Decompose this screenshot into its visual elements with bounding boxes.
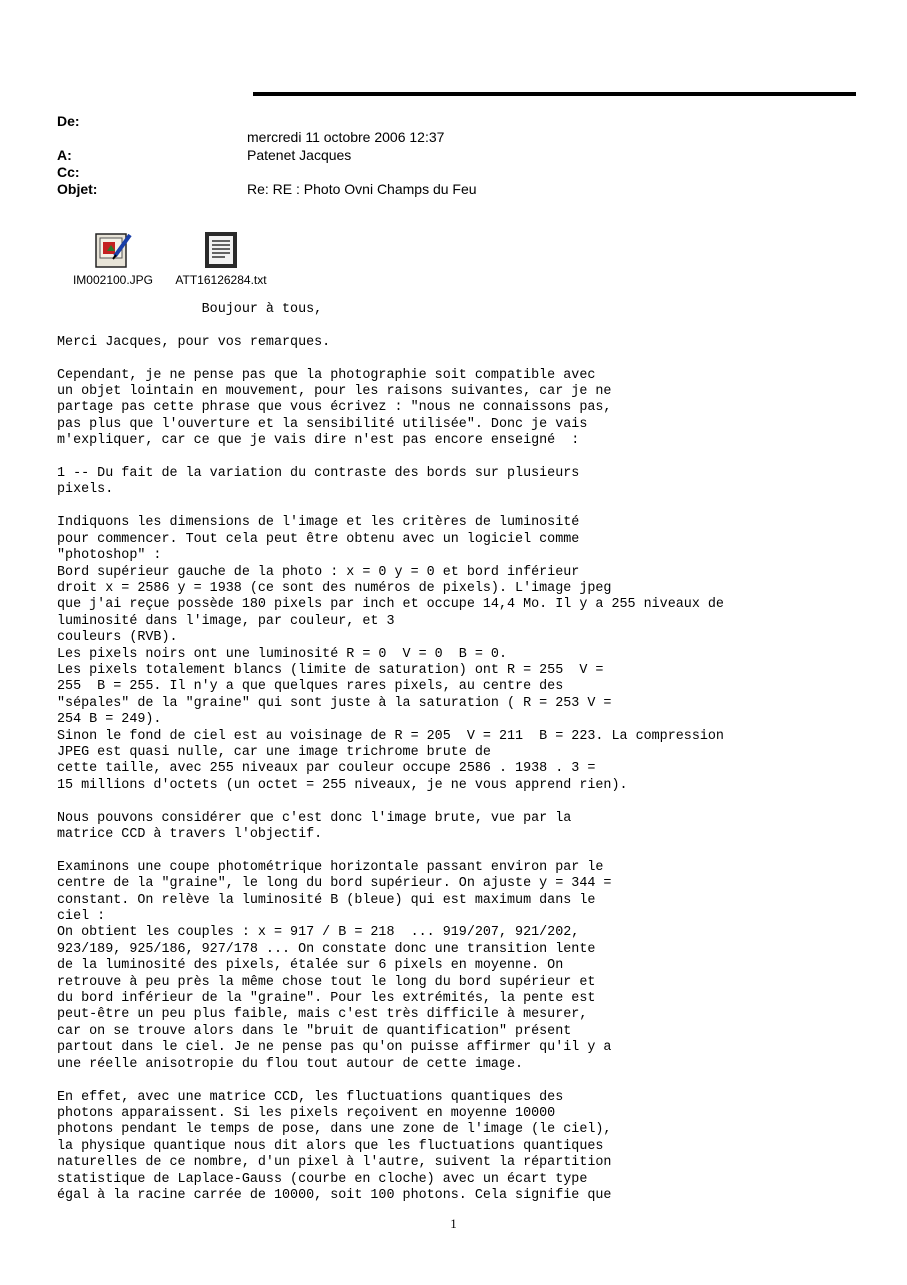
image-file-icon bbox=[93, 230, 133, 270]
sent-date: mercredi 11 octobre 2006 12:37 bbox=[247, 129, 445, 145]
page-number: 1 bbox=[450, 1216, 457, 1231]
from-label: De: bbox=[57, 113, 80, 129]
text-file-icon bbox=[201, 230, 241, 270]
attachment-text-name: ATT16126284.txt bbox=[175, 273, 267, 287]
attachment-text[interactable] bbox=[169, 230, 273, 287]
message-body: Boujour à tous, Merci Jacques, pour vos remarques. Cependant, je ne pense pas que la photographie soit compatible avec un objet lointain en mouvement, pour les raisons suivantes, car je ne partage pas cette phrase que vous écrivez : "nous ne connaissons pas, pas plus que l'ouverture et la sensibilité utilisée". Donc je vais m'expliquer, car ce que je vais dire n'est pas encore enseigné : 1 -- Du fait de la variation du contraste des bords sur plusieurs pixels. Indiquons les dimensions de l'image et les critères de luminosité pour commencer. Tout cela peut être obtenu avec un logiciel comme "photoshop" : Bord supérieur gauche de la photo : x = 0 y = 0 et bord inférieur droit x = 2586 y = 1938 (ce sont des numéros de pixels). L'image jpeg que j'ai reçue possède 180 pixels par inch et occupe 14,4 Mo. Il y a 255 niveaux de luminosité dans l'image, par couleur, et 3 couleurs (RVB). Les pixels noirs ont une luminosité R = 0 V = 0 B = 0. Les pixels totalement blancs (limite de saturation) ont R = 255 V = 255 B = 255. Il n'y a que quelques rares pixels, au centre des "sépales" de la "graine" qui sont juste à la saturation ( R = 253 V = 254 B = 249). Sinon le fond de ciel est au voisinage de R = 205 V = 211 B = 223. La compression JPEG est quasi nulle, car une image trichrome brute de cette taille, avec 255 niveaux par couleur occupe 2586 . 1938 . 3 = 15 millions d'octets (un octet = 255 niveaux, je ne vous apprend rien). Nous pouvons considérer que c'est donc l'image brute, vue par la matrice CCD à travers l'objectif. Examinons une coupe photométrique horizontale passant environ par le centre de la "graine", le long du bord supérieur. On ajuste y = 344 = constant. On relève la luminosité B (bleue) qui est maximum dans le ciel : On obtient les couples : x = 917 / B = 218 ... 919/207, 921/202, 923/189, 925/186, 927/178 ... On constate donc une transition lente de la luminosité des pixels, étalée sur 6 pixels en moyenne. On retrouve à peu près la même chose tout le long du bord supérieur et du bord inférieur de la "graine". Pour les extrémités, la pente est peut-être un peu plus faible, mais c'est très difficile à mesurer, car on se trouve alors dans le "bruit de quantification" présent partout dans le ciel. Je ne pense pas qu'on puisse affirmer qu'il y a une réelle anisotropie du flou tout autour de cette image. En effet, avec une matrice CCD, les fluctuations quantiques des photons apparaissent. Si les pixels reçoivent en moyenne 10000 photons pendant le temps de pose, dans une zone de l'image (le ciel), la physique quantique nous dit alors que les fluctuations quantiques naturelles de ce nombre, d'un pixel à l'autre, suivent la répartition statistique de Laplace-Gauss (courbe en cloche) avec un écart type égal à la racine carrée de 10000, soit 100 photons. Cela signifie que bbox=[57, 302, 724, 1203]
to-label: A: bbox=[57, 147, 72, 163]
subject-label: Objet: bbox=[57, 181, 98, 197]
to-value: Patenet Jacques bbox=[247, 147, 352, 163]
header-rule bbox=[253, 92, 856, 96]
subject-value: Re: RE : Photo Ovni Champs du Feu bbox=[247, 181, 477, 197]
attachment-image[interactable] bbox=[68, 230, 158, 287]
cc-label: Cc: bbox=[57, 164, 80, 180]
attachment-image-name: IM002100.JPG bbox=[72, 273, 154, 287]
